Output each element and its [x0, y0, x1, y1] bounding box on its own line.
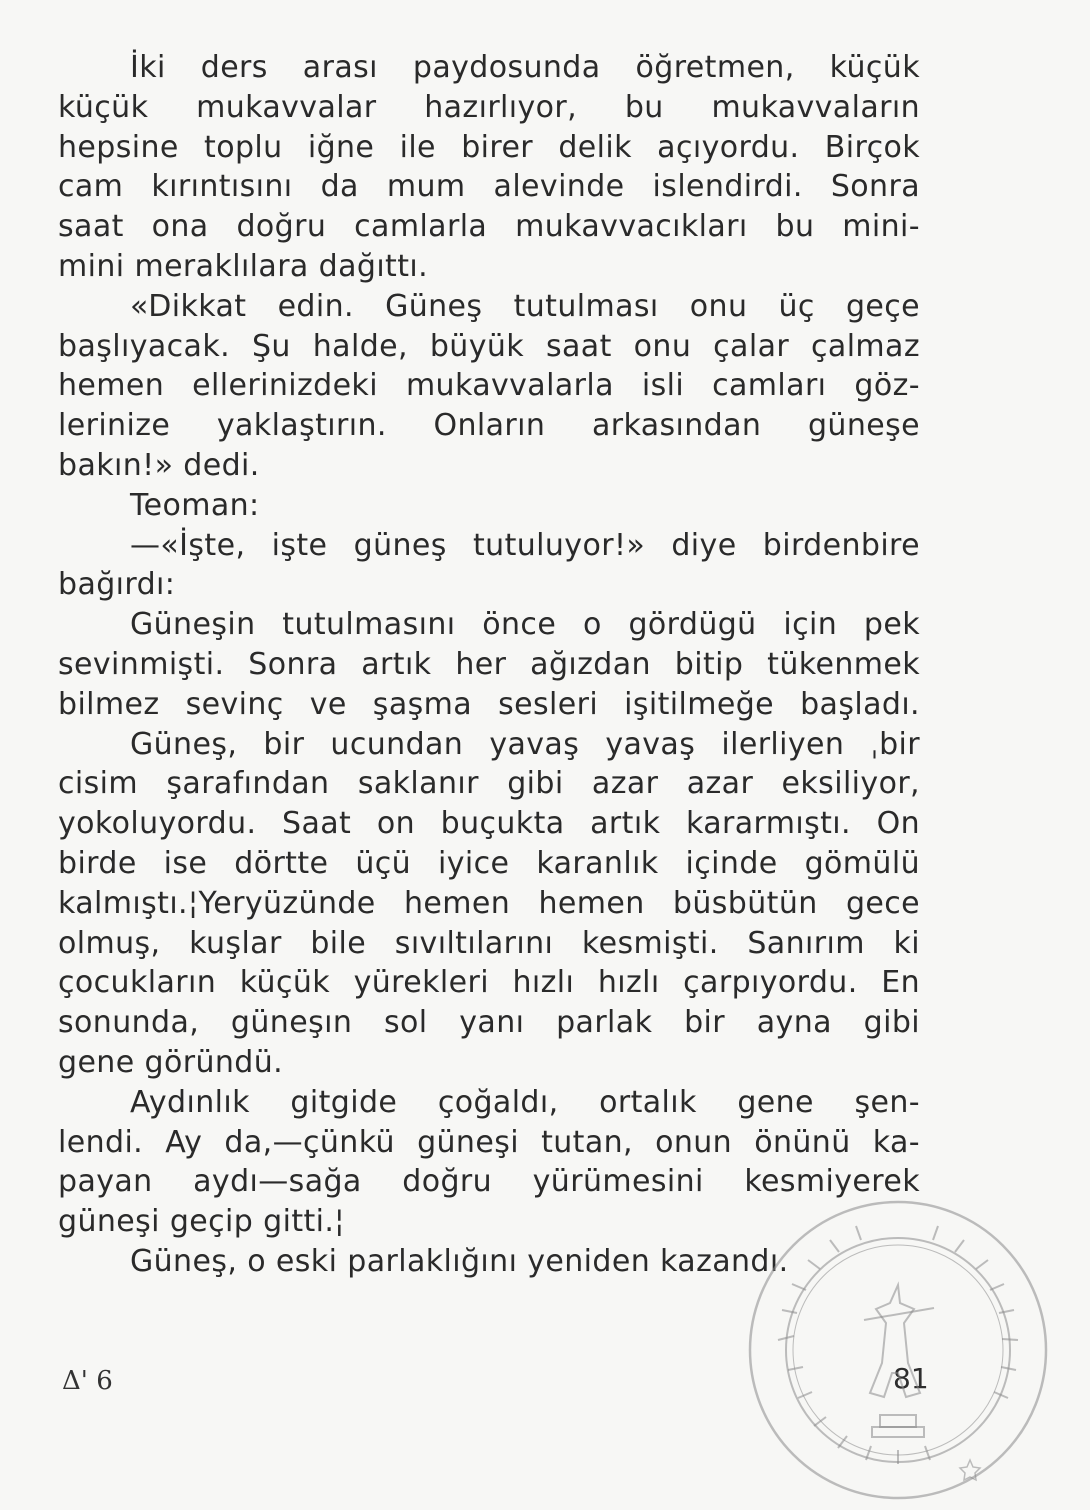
text-line: —«İşte, işte güneş tutuluyor!» diye birdenbire	[130, 527, 920, 563]
text-line: yokoluyordu. Saat on buçukta artık kararmıştı. On	[58, 806, 920, 842]
text-line: bağırdı:	[58, 567, 176, 603]
text-line: saat ona doğru camlarla mukavvacıkları bu mini-	[58, 209, 920, 245]
text-line: bakın!» dedi.	[58, 447, 260, 483]
text-line: hemen ellerinizdeki mukavvalarla isli camları göz-	[58, 368, 920, 404]
text-line: güneşi geçip gitti.¦	[58, 1204, 345, 1240]
text-line: gene göründü.	[58, 1044, 284, 1080]
text-line: Teoman:	[130, 487, 260, 523]
text-line: cam kırıntısını da mum alevinde islendirdi. Sonra	[58, 169, 920, 205]
text-line: kalmıştı.¦Yeryüzünde hemen hemen büsbütün gece	[58, 885, 920, 921]
page-number: 81	[893, 1362, 929, 1395]
signature-mark: Δ' 6	[62, 1366, 113, 1396]
text-line: İki ders arası paydosunda öğretmen, küçük	[130, 50, 920, 85]
text-line: lendi. Ay da,—çünkü güneşi tutan, onun önünü ka-	[58, 1124, 920, 1160]
text-line: olmuş, kuşlar bile sıvıltılarını kesmişti. Sanırım ki	[58, 925, 920, 961]
text-line: mini meraklılara dağıttı.	[58, 248, 429, 284]
text-line: çocukların küçük yürekleri hızlı hızlı çarpıyordu. En	[58, 965, 920, 1001]
text-line: başlıyacak. Şu halde, büyük saat onu çalar çalmaz	[58, 328, 920, 364]
text-line: Güneşin tutulmasını önce o gördügü için pek	[130, 607, 920, 643]
text-line: «Dikkat edin. Güneş tutulması onu üç geçe	[130, 288, 920, 324]
text-line: sevinmişti. Sonra artık her ağızdan bitip tükenmek	[58, 646, 920, 682]
library-stamp-icon	[738, 1190, 1058, 1510]
text-line: payan aydı—sağa doğru yürümesini kesmiyerek	[58, 1164, 920, 1200]
text-line: hepsine toplu iğne ile birer delik açıyordu. Birçok	[58, 129, 920, 165]
text-line: Güneş, o eski parlaklığını yeniden kazandı.	[130, 1243, 789, 1279]
text-line: birde ise dörtte üçü iyice karanlık içinde gömülü	[58, 845, 920, 881]
text-line: lerinize yaklaştırın. Onların arkasından güneşe	[58, 408, 920, 444]
text-line: Güneş, bir ucundan yavaş yavaş ilerliyen ˌbir	[130, 726, 920, 762]
text-line: sonunda, güneşın sol yanı parlak bir ayna gibi	[58, 1005, 920, 1041]
text-line: bilmez sevinç ve şaşma sesleri işitilmeğe başladı.	[58, 686, 920, 722]
text-line: küçük mukavvalar hazırlıyor, bu mukavvaların	[58, 89, 920, 125]
text-line: Aydınlık gitgide çoğaldı, ortalık gene şen-	[130, 1084, 920, 1120]
text-line: cisim şarafından saklanır gibi azar azar eksiliyor,	[58, 766, 920, 802]
page-text	[58, 48, 920, 1282]
